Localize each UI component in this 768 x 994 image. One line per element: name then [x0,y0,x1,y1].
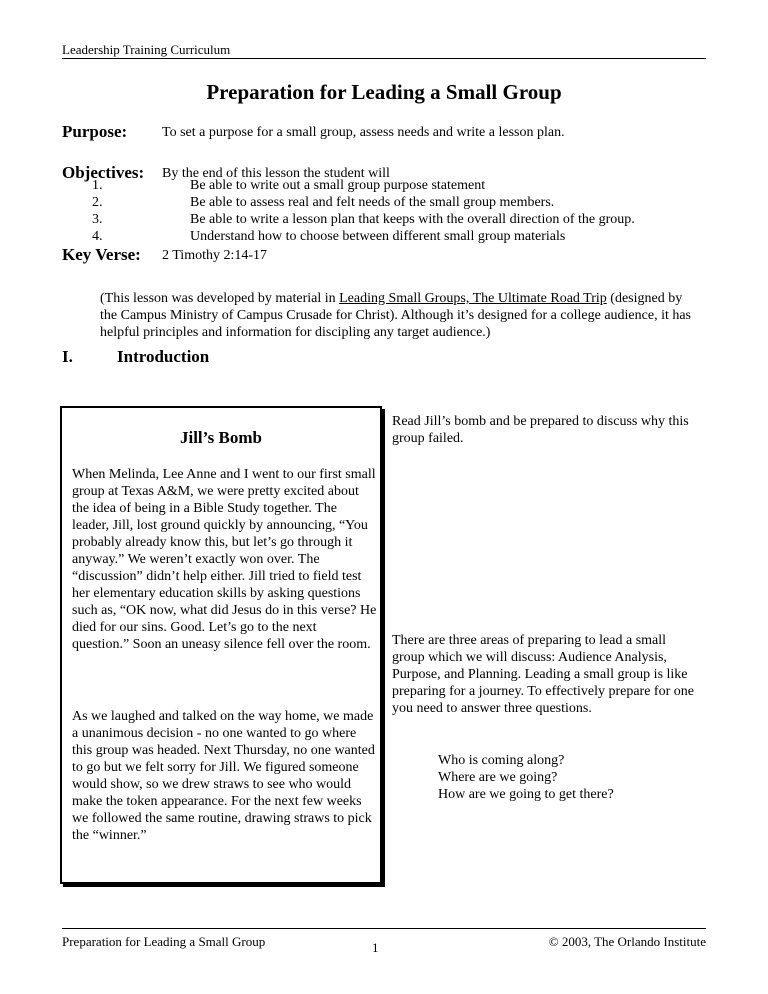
page-number: 1 [372,940,379,955]
list-item [92,211,692,228]
right-paragraph-2: There are three areas of preparing to lead a small group which we will discuss: Audience Analysis, Purpose, and Planning. Leading a small group is like preparing for a journey. To effectively prepare for one you need to answer three questions. [392,633,694,716]
purpose-text: To set a purpose for a small group, assess needs and write a lesson plan. [162,125,565,140]
item-number: 3. [92,212,103,227]
source-note [100,290,700,341]
right-paragraph-1: Read Jill’s bomb and be prepared to discuss why this group failed. [392,414,689,446]
note-post: (designed by the Campus Ministry of Campus Crusade for Christ). Although it’s designed for a college audience, it has helpful principles and information for discipling any target audience.) [100,291,692,340]
objectives-label: Objectives: [62,163,145,182]
story-box [60,406,382,884]
header-rule [62,58,706,59]
item-number: 4. [92,229,103,244]
note-pre: (This lesson was developed by material in [100,291,340,306]
list-item [92,228,692,245]
section-title: Introduction [117,347,210,366]
story-title: Jill’s Bomb [179,428,263,447]
footer-copyright: © 2003, The Orlando Institute [548,934,706,949]
book-title: Leading Small Groups, The Ultimate Road Trip [339,291,607,306]
list-item [92,194,692,211]
footer-rule [62,928,706,929]
key-verse-label: Key Verse: [62,245,141,264]
list-item [92,177,692,194]
objectives-list [92,177,692,245]
footer-title: Preparation for Leading a Small Group [62,934,266,949]
item-text: Be able to write a lesson plan that keeps with the overall direction of the group. [190,212,635,227]
item-number: 1. [92,178,103,193]
question-item: How are we going to get there? [438,787,614,802]
story-paragraph-2: As we laughed and talked on the way home, we made a unanimous decision - no one wanted to go where this group was headed. Next Thursday, no one wanted to go but we felt sorry for Jill. We figured someone would show, so we drew straws to see who would make the token appearance. For the next few weeks we followed the same routine, drawing straws to pick the “winner.” [72,709,375,843]
story-paragraph-1: When Melinda, Lee Anne and I went to our first small group at Texas A&M, we were pretty excited about the idea of being in a Bible Study together. The leader, Jill, lost ground quickly by announcing, “You probably already know this, but let’s go through it anyway.” We weren’t exactly won over. The “discussion” didn’t help either. Jill tried to field test her elementary education skills by asking questions such as, “OK now, what did Jesus do in this verse? He died for our sins. Good. Let’s go to the next question.” Soon an uneasy silence fell over the room. [72,467,377,652]
section-numeral: I. [62,347,73,366]
key-verse-text: 2 Timothy 2:14-17 [162,248,268,263]
questions-list [438,752,614,803]
page-title: Preparation for Leading a Small Group [206,80,562,104]
item-text: Be able to assess real and felt needs of the small group members. [190,195,555,210]
question-item: Where are we going? [438,770,558,785]
running-header: Leadership Training Curriculum [62,42,231,57]
item-text: Understand how to choose between different small group materials [190,229,566,244]
question-item: Who is coming along? [438,753,565,768]
objectives-intro: By the end of this lesson the student will [162,166,390,181]
item-text: Be able to write out a small group purpose statement [190,178,486,193]
item-number: 2. [92,195,103,210]
section-heading [62,347,210,367]
purpose-label: Purpose: [62,122,128,141]
